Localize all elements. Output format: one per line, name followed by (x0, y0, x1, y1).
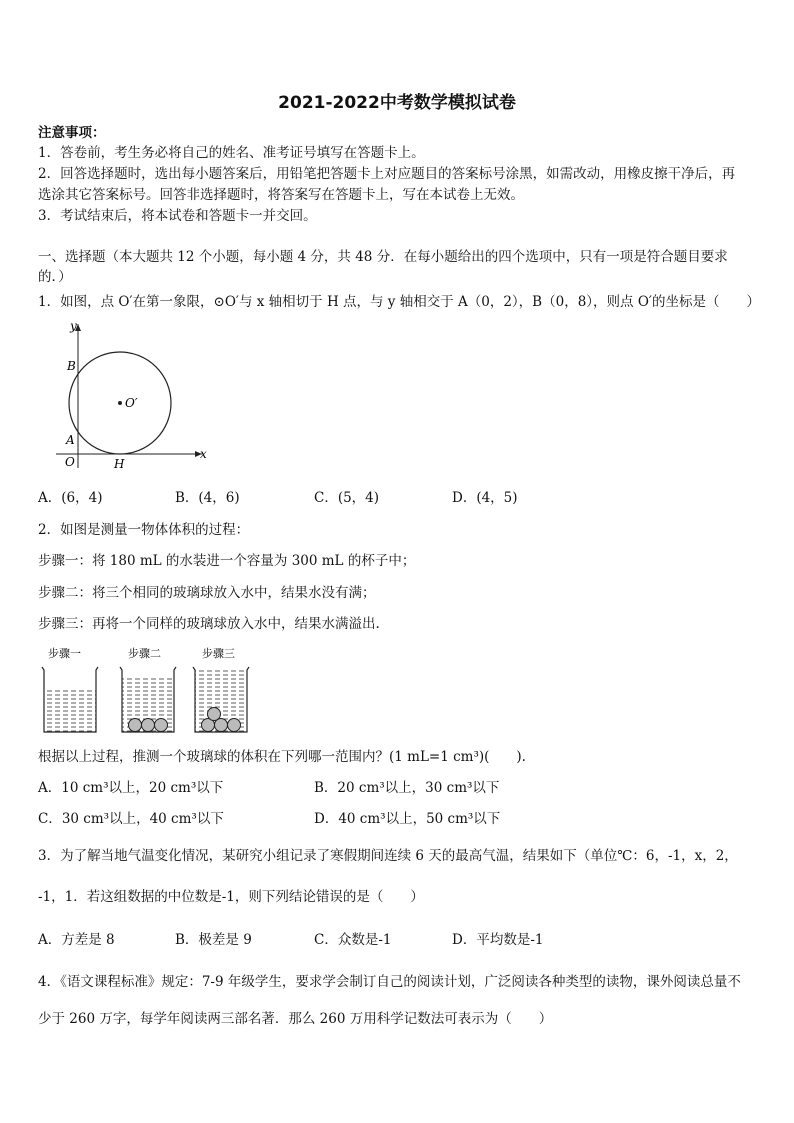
label-h: H (114, 457, 125, 471)
label-o: O (65, 455, 75, 469)
glass-ball (228, 719, 241, 732)
label-a: A (66, 433, 75, 447)
label-x: x (200, 447, 207, 461)
q1-option-a: A．(6，4) (38, 490, 103, 506)
q2-option-b: B．20 cm³以上，30 cm³以下 (314, 780, 500, 796)
q3-option-a: A．方差是 8 (38, 932, 115, 948)
q3-stem: 3．为了解当地气温变化情况，某研究小组记录了寒假期间连续 6 天的最高气温，结果如下（单位℃：6，-1，x，2， (38, 848, 738, 864)
notice-item: 1．答卷前，考生务必将自己的姓名、准考证号填写在答题卡上。 (38, 145, 425, 161)
glass-ball (155, 719, 168, 732)
q2-option-a: A．10 cm³以上，20 cm³以下 (38, 780, 224, 796)
q1-option-c: C．(5，4) (314, 490, 380, 506)
notice-item: 3．考试结束后，将本试卷和答题卡一并交回。 (38, 208, 317, 224)
center-point (118, 401, 122, 405)
glass-ball (142, 719, 155, 732)
q2-beakers-figure (38, 645, 258, 737)
q2-question: 根据以上过程，推测一个玻璃球的体积在下列哪一范围内？(1 mL=1 cm³)( ). (38, 749, 526, 765)
q4-stem: 4．《语文课程标准》规定：7-9 年级学生，要求学会制订自己的阅读计划，广泛阅读各种类型的读物，课外阅读总量不 (38, 974, 741, 990)
beaker1-label: 步骤一 (48, 647, 81, 660)
notice-item: 2．回答选择题时，选出每小题答案后，用铅笔把答题卡上对应题目的答案标号涂黑，如需改动，用橡皮擦干净后，再 (38, 166, 736, 182)
q2-option-d: D．40 cm³以上，50 cm³以下 (314, 811, 501, 827)
label-y: y (70, 319, 77, 333)
q2-option-c: C．30 cm³以上，40 cm³以下 (38, 811, 224, 827)
section-heading: 一、选择题（本大题共 12 个小题，每小题 4 分，共 48 分．在每小题给出的四个选项中，只有一项是符合题目要求 (38, 249, 728, 265)
q3-option-c: C．众数是-1 (314, 932, 392, 948)
label-b: B (67, 359, 76, 373)
q1-option-b: B．(4，6) (175, 490, 240, 506)
q3-stem-cont: -1，1．若这组数据的中位数是-1，则下列结论错误的是（ ） (38, 889, 424, 905)
q2-step: 步骤二：将三个相同的玻璃球放入水中，结果水没有满； (38, 585, 376, 601)
q3-option-b: B．极差是 9 (175, 932, 252, 948)
q2-step: 步骤一：将 180 mL 的水装进一个容量为 300 mL 的杯子中； (38, 553, 416, 569)
notice-item: 选涂其它答案标号。回答非选择题时，将答案写在答题卡上，写在本试卷上无效。 (38, 187, 524, 203)
section-heading-cont: 的．） (38, 269, 72, 285)
glass-ball (129, 719, 142, 732)
q2-stem: 2．如图是测量一物体体积的过程： (38, 522, 250, 538)
q4-stem-cont: 少于 260 万字，每学年阅读两三部名著．那么 260 万用科学记数法可表示为（ ） (38, 1011, 553, 1027)
beaker1-water (44, 690, 96, 732)
page-title: 2021-2022中考数学模拟试卷 (278, 93, 516, 113)
notice-heading: 注意事项： (38, 125, 106, 141)
q1-circle-figure (52, 318, 212, 473)
q1-stem: 1．如图，点 O′在第一象限，⊙O′与 x 轴相切于 H 点，与 y 轴相交于 A（0，2），B（0，8），则点 O′的坐标是（ ） (38, 294, 760, 310)
q3-option-d: D．平均数是-1 (452, 932, 544, 948)
glass-ball (208, 708, 221, 721)
beaker2-label: 步骤二 (128, 647, 161, 660)
q2-step: 步骤三：再将一个同样的玻璃球放入水中，结果水满溢出. (38, 616, 380, 632)
beaker3-label: 步骤三 (202, 647, 235, 660)
q1-option-d: D．(4，5) (452, 490, 518, 506)
label-center: O′ (125, 396, 138, 410)
